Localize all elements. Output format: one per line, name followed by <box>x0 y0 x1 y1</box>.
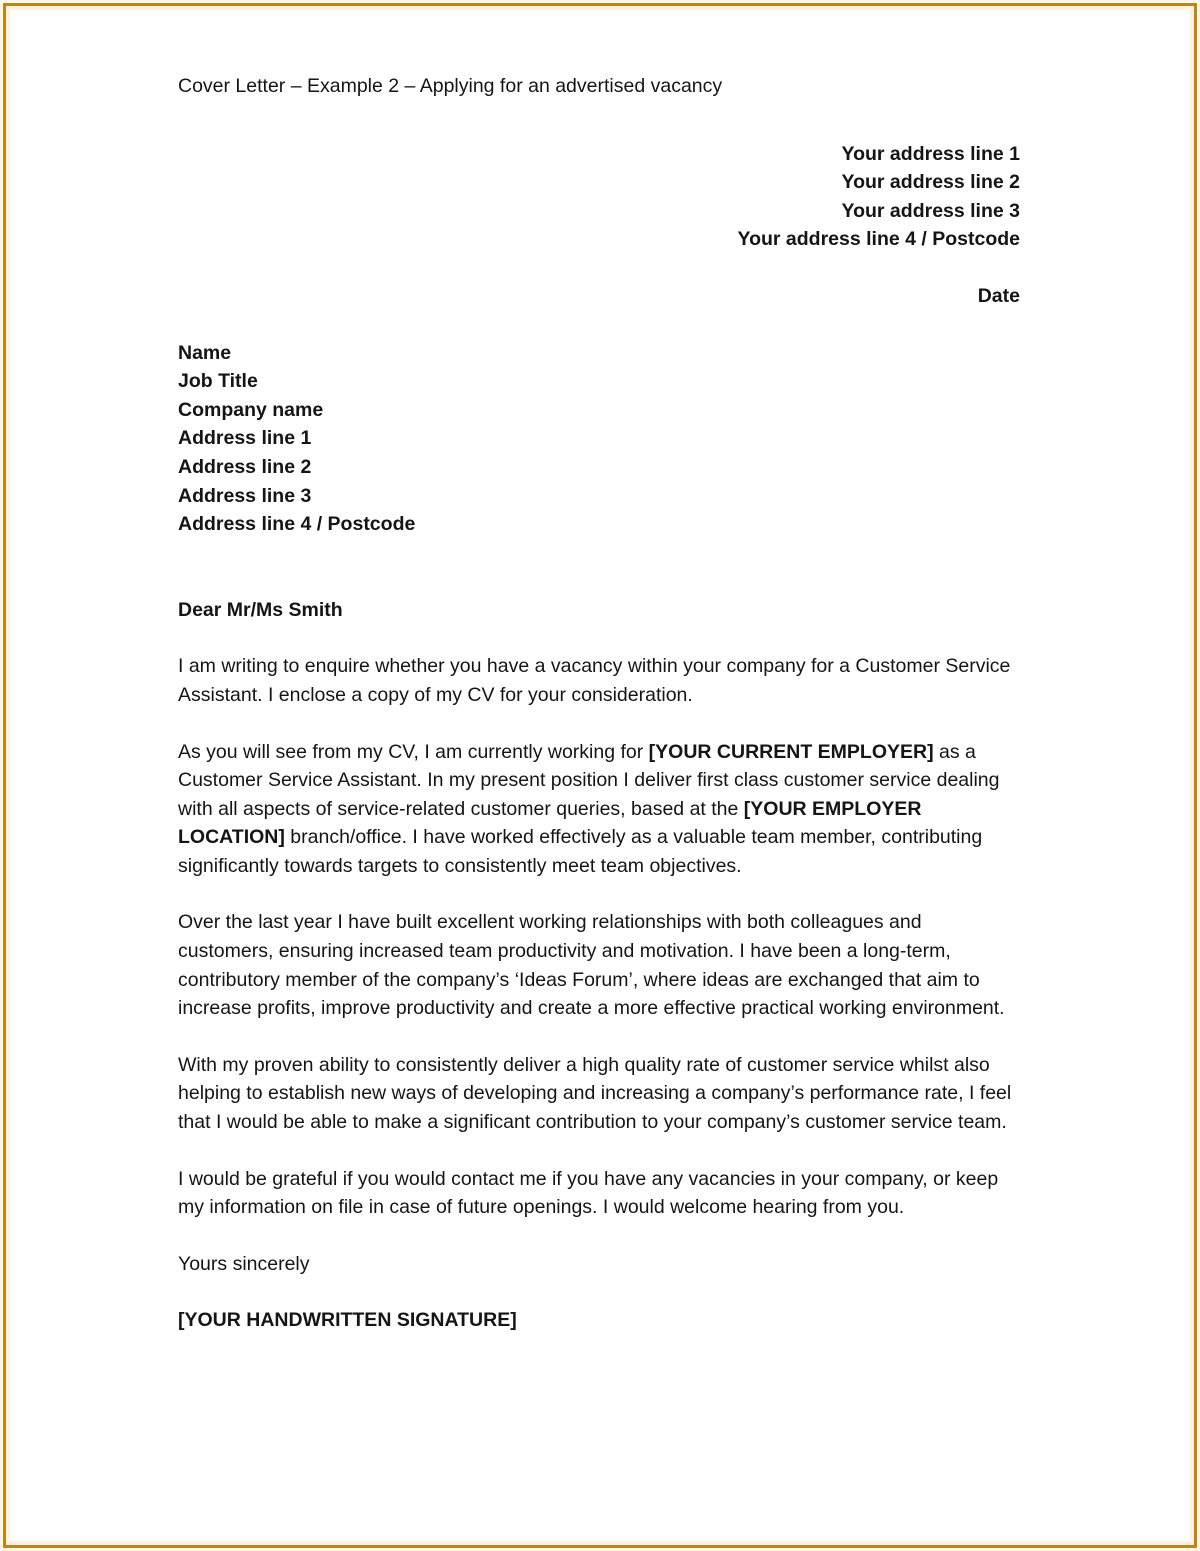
paragraph-2-segment-c: branch/office. I have worked effectively as a valuable team member, contributing significantly towards targets to consistently meet team objectives. <box>178 826 983 877</box>
salutation-text: Dear Mr/Ms Smith <box>178 598 343 621</box>
body-paragraph-2 <box>178 738 1020 881</box>
recipient-address-line: Address line 4 / Postcode <box>178 513 416 536</box>
body-paragraph-3: Over the last year I have built excellent working relationships with both colleagues and customers, ensuring increased team productivity and motivation. I have been a long-term, contributory member of the company’s ‘Ideas Forum’, where ideas are exchanged that aim to increase profits, improve productivity and create a more effective practical working environment. <box>178 911 1005 1020</box>
recipient-company: Company name <box>178 398 324 421</box>
sender-address-line: Your address line 2 <box>841 171 1020 194</box>
letter-content <box>178 72 1020 1355</box>
recipient-address-line: Address line 1 <box>178 427 312 450</box>
recipient-address-line: Address line 3 <box>178 484 312 507</box>
salutation <box>178 596 1020 625</box>
body-paragraph-4: With my proven ability to consistently deliver a high quality rate of customer service whilst also helping to establish new ways of developing and increasing a company’s performance rate, I feel that I would be able to make a significant contribution to your company’s customer service team. <box>178 1053 1012 1134</box>
recipient-address-line: Address line 2 <box>178 455 312 478</box>
recipient-job-title: Job Title <box>178 370 258 393</box>
paper-sheet <box>10 10 1190 1541</box>
sender-address-line: Your address line 1 <box>841 142 1020 165</box>
page-title: Cover Letter – Example 2 – Applying for an advertised vacancy <box>178 75 723 97</box>
recipient-name: Name <box>178 341 232 364</box>
sender-address-block <box>178 140 1020 254</box>
sender-address-line: Your address line 4 / Postcode <box>737 228 1020 251</box>
closing-line: Yours sincerely <box>178 1252 310 1275</box>
body-paragraph-1: I am writing to enquire whether you have a vacancy within your company for a Customer Service Assistant. I enclose a copy of my CV for your consideration. <box>178 655 1011 706</box>
sender-address-line: Your address line 3 <box>841 199 1020 222</box>
signature-placeholder: [YOUR HANDWRITTEN SIGNATURE] <box>178 1309 517 1332</box>
recipient-address-block <box>178 339 1020 539</box>
placeholder-employer-location: [YOUR EMPLOYER LOCATION] <box>178 797 922 849</box>
body-paragraph-5: I would be grateful if you would contact me if you have any vacancies in your company, or keep my information on file in case of future openings. I would welcome hearing from you. <box>178 1167 999 1219</box>
date-line: Date <box>977 284 1020 307</box>
paragraph-2-segment-b: as a Customer Service Assistant. In my present position I deliver first class customer service dealing with all aspects of service-related customer queries, based at the <box>178 740 1000 820</box>
paragraph-2-segment-a: As you will see from my CV, I am currently working for <box>178 740 649 763</box>
placeholder-current-employer: [YOUR CURRENT EMPLOYER] <box>648 740 934 763</box>
